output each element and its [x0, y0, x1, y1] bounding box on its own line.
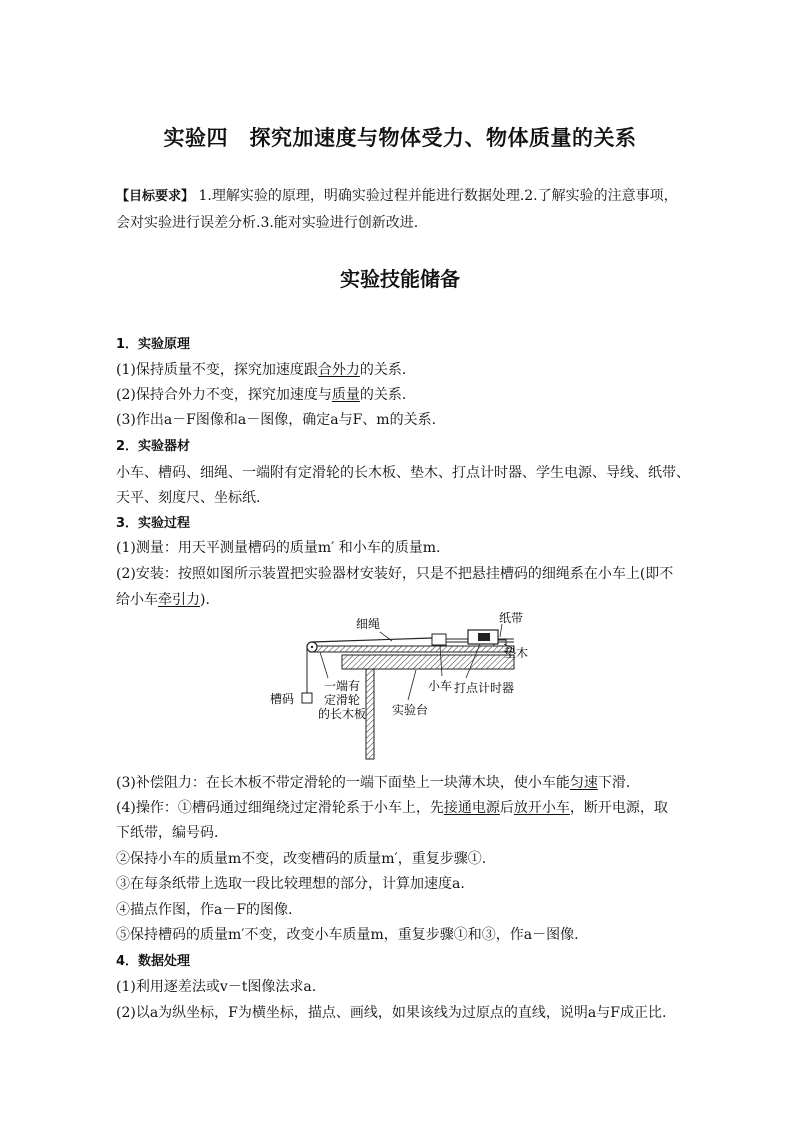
label-pad: 垫木: [504, 646, 529, 660]
s2-line-1: 小车、槽码、细绳、一端附有定滑轮的长木板、垫木、打点计时器、学生电源、导线、纸带、: [116, 465, 690, 481]
s1-line-3: (3)作出a－F图像和a－图像，确定a与F、m的关系.: [116, 412, 437, 428]
label-table: 实验台: [392, 703, 429, 717]
weight: [302, 693, 312, 703]
label-board-2: 定滑轮: [324, 693, 361, 707]
s3-line-2: (2)安装：按照如图所示装置把实验器材安装好，只是不把悬挂槽码的细绳系在小车上(即不: [116, 566, 674, 582]
table-leg: [366, 669, 374, 759]
answer-blank: 牵引力: [158, 592, 200, 608]
label-tape: 纸带: [499, 611, 524, 625]
goal-label: 【目标要求】: [116, 189, 195, 204]
goal-text-2: 会对实验进行误差分析.3.能对实验进行创新改进.: [116, 215, 419, 231]
s4-line-2: (2)以a为纵坐标，F为横坐标，描点、画线，如果该线为过原点的直线，说明a与F成正比.: [116, 1005, 667, 1021]
long-board: [310, 646, 514, 652]
label-weight: 槽码: [270, 692, 295, 706]
s4-heading: 4．数据处理: [116, 954, 191, 969]
s1-line-2: (2)保持合外力不变，探究加速度与质量的关系.: [116, 387, 407, 403]
s1-line-1: (1)保持质量不变，探究加速度跟合外力的关系.: [116, 362, 407, 378]
rope: [312, 638, 432, 642]
s3-line-4: (3)补偿阻力：在长木板不带定滑轮的一端下面垫上一块薄木块，使小车能匀速下滑.: [116, 775, 631, 791]
s3-line-9: ④描点作图，作a－F的图像.: [116, 902, 293, 918]
section-title: 实验技能储备: [340, 267, 460, 291]
s2-line-2: 天平、刻度尺、坐标纸.: [116, 490, 261, 506]
s3-line-5: (4)操作：①槽码通过细绳绕过定滑轮系于小车上，先接通电源后放开小车，断开电源，取: [116, 800, 668, 816]
s3-line-7: ②保持小车的质量m不变，改变槽码的质量m′，重复步骤①.: [116, 851, 487, 867]
page-title: 实验四 探究加速度与物体受力、物体质量的关系: [163, 126, 637, 150]
label-board-3: 的长木板: [318, 707, 367, 721]
s3-heading: 3．实验过程: [116, 516, 191, 531]
cart: [432, 634, 446, 645]
answer-blank: 质量: [331, 387, 360, 403]
label-timer: 打点计时器: [454, 681, 515, 695]
s3-line-3: 给小车牵引力).: [116, 592, 210, 608]
goal-requirements: [116, 183, 696, 236]
s1-heading: 1．实验原理: [116, 337, 191, 352]
s3-line-10: ⑤保持槽码的质量m′不变，改变小车质量m，重复步骤①和③，作a－图像.: [116, 927, 579, 943]
answer-blank: 合外力: [317, 362, 360, 378]
label-board-1: 一端有: [324, 679, 361, 693]
label-cart: 小车: [428, 679, 453, 693]
s4-line-1: (1)利用逐差法或v－t图像法求a.: [116, 979, 317, 995]
answer-blank: 放开小车: [513, 800, 570, 816]
answer-blank: 匀速: [569, 775, 598, 791]
s2-heading: 2．实验器材: [116, 439, 191, 454]
apparatus-diagram: [268, 610, 538, 762]
s3-line-6: 下纸带，编号码.: [116, 825, 219, 841]
table-top: [342, 655, 514, 669]
s3-line-8: ③在每条纸带上选取一段比较理想的部分，计算加速度a.: [116, 876, 465, 892]
label-rope: 细绳: [356, 617, 381, 631]
goal-text-1: 1.理解实验的原理，明确实验过程并能进行数据处理.2.了解实验的注意事项，: [194, 188, 678, 204]
s3-line-1: (1)测量：用天平测量槽码的质量m′ 和小车的质量m.: [116, 540, 441, 556]
answer-blank: 接通电源: [443, 800, 500, 816]
